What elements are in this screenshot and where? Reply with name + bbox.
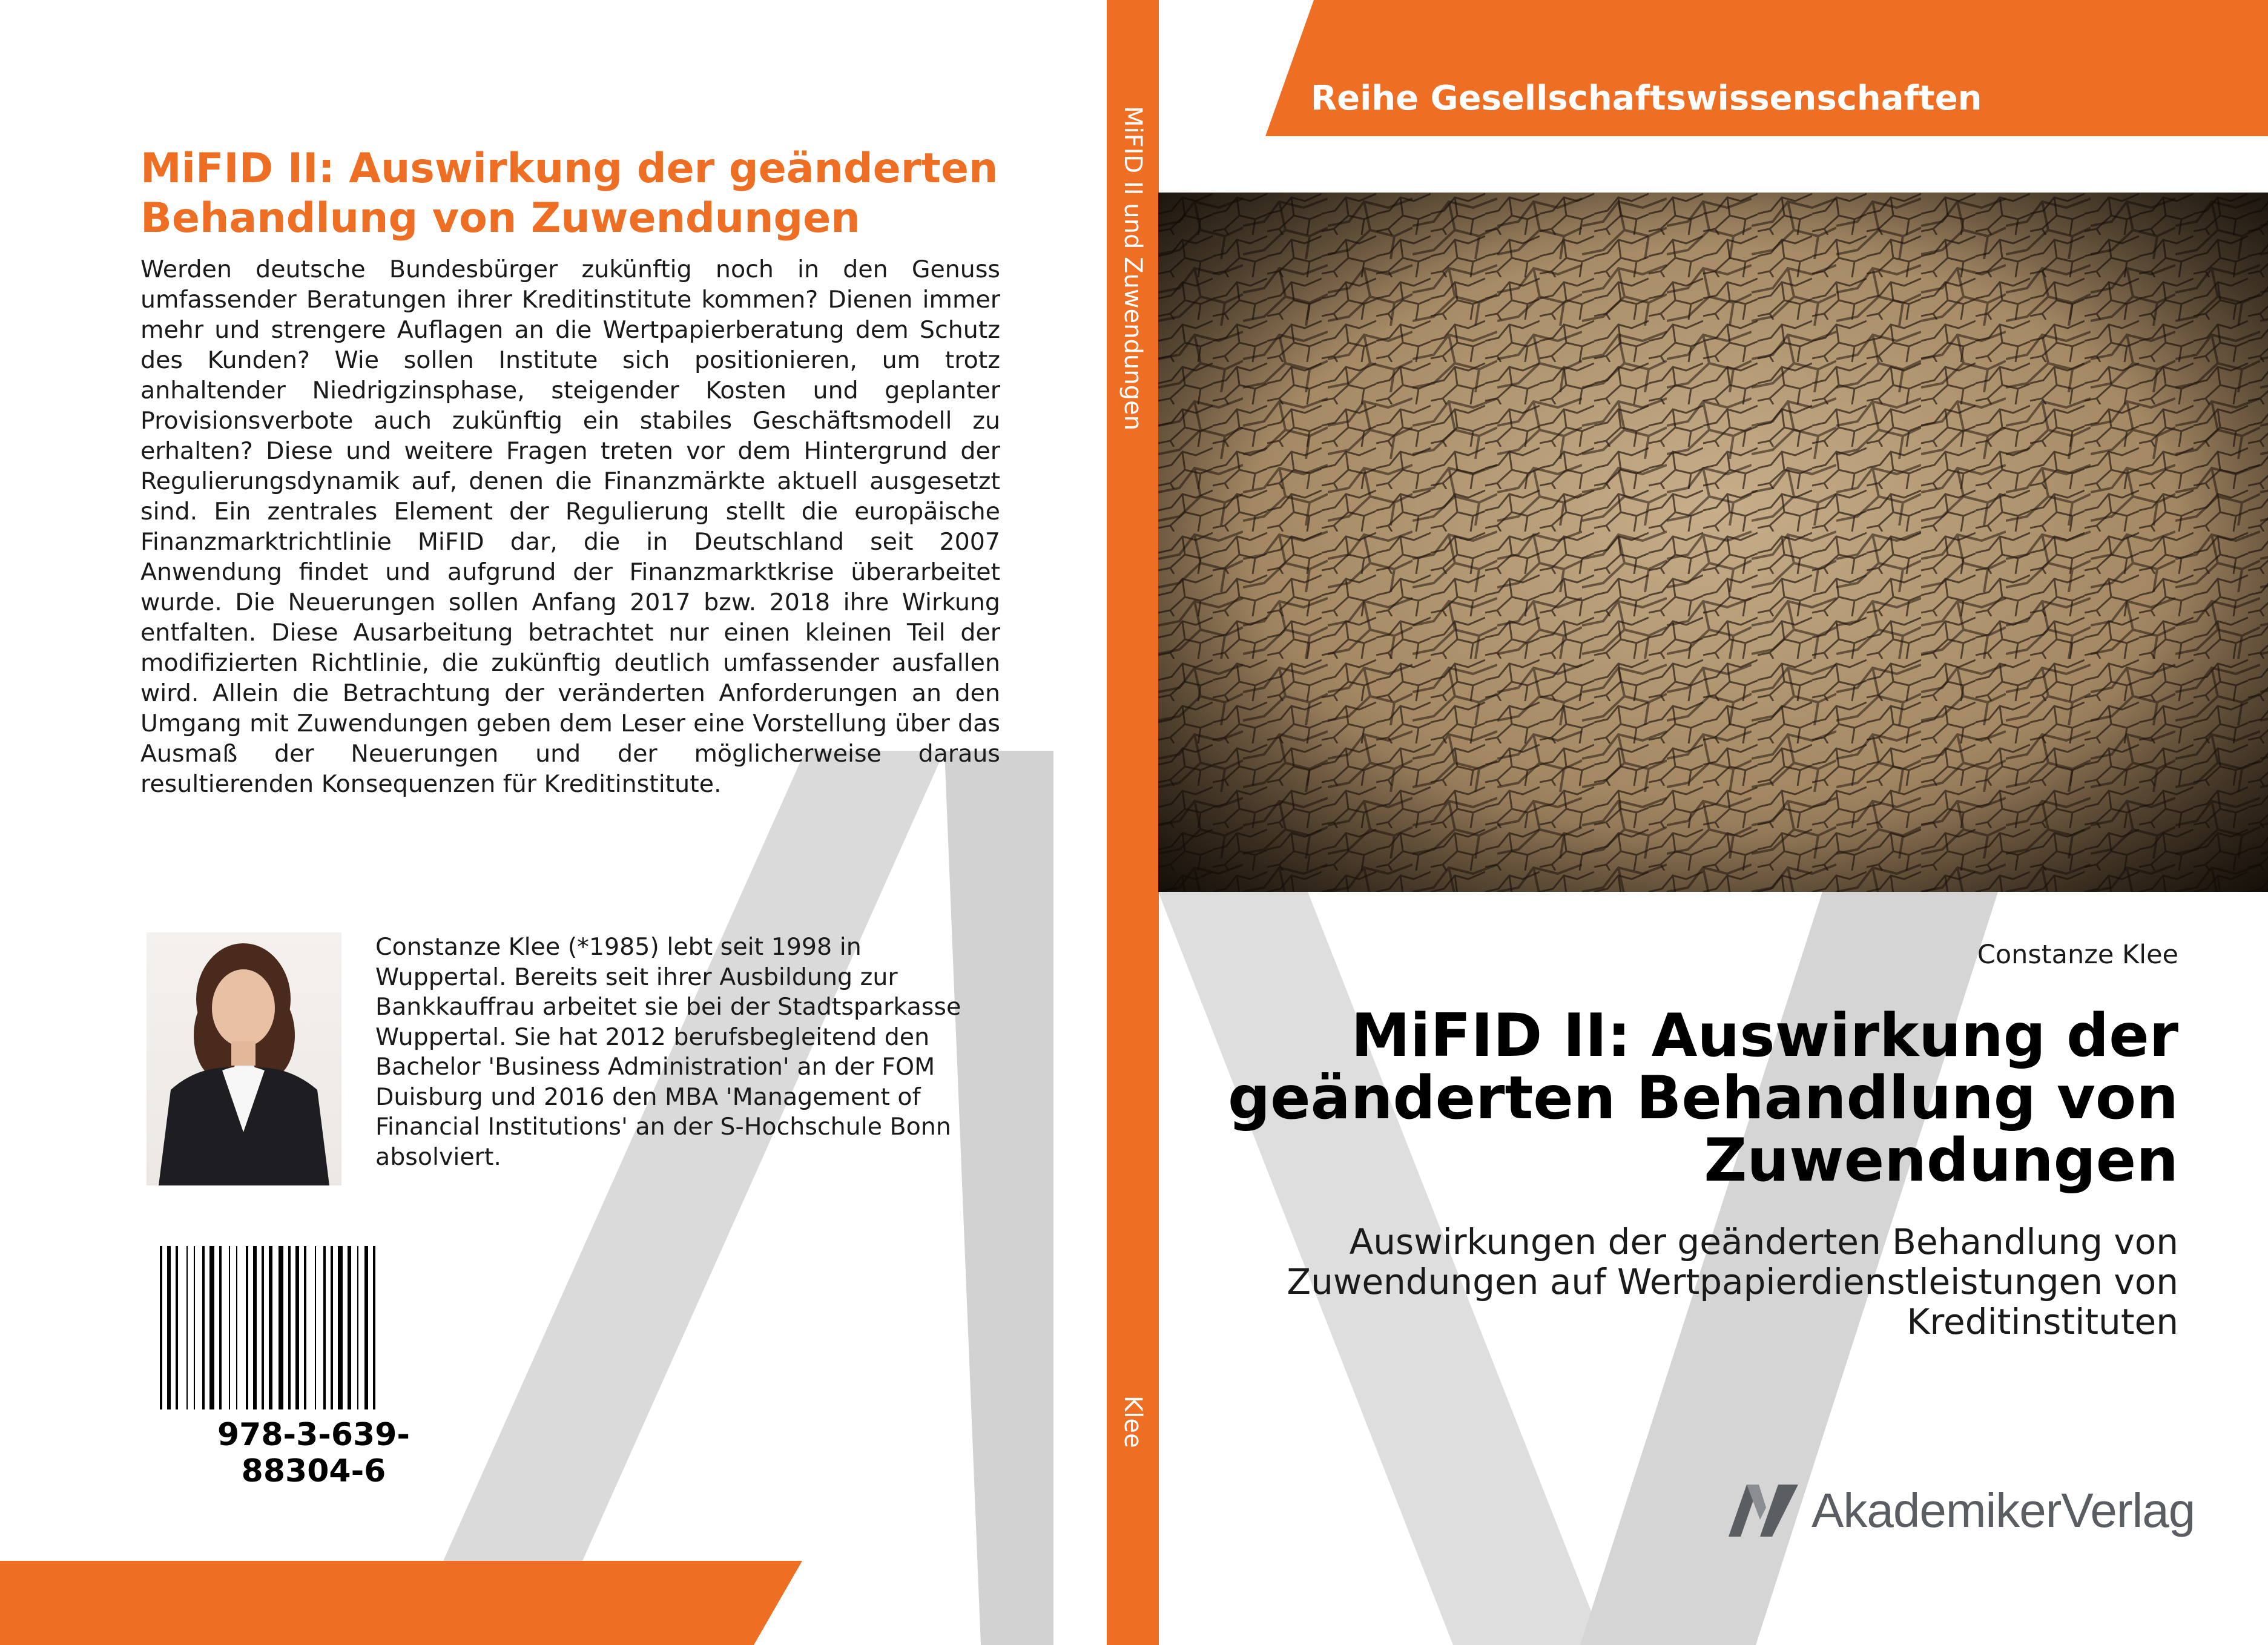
author-bio: Constanze Klee (*1985) lebt seit 1998 in Wuppertal. Bereits seit ihrer Ausbildung zur Bankkauffrau arbeitet sie bei der Stadtsparkasse Wuppertal. Sie hat 2012 berufsbegleitend den Bachelor 'Business Administration' an der FOM Duisburg und 2016 den MBA 'Management of Financial Institutions' an der S-Hochschule Bonn absolviert.: [375, 933, 961, 1171]
barcode-bar: [246, 1246, 248, 1409]
back-cover-accent-stripe: [0, 1561, 802, 1645]
barcode-bar: [288, 1246, 291, 1409]
barcode-bar: [160, 1246, 162, 1409]
barcode: [156, 1246, 471, 1419]
barcode-bar: [304, 1246, 306, 1409]
publisher-logo: [1729, 1477, 2195, 1544]
barcode-bar: [315, 1246, 316, 1409]
watermark-back-left-stroke: [406, 751, 944, 1645]
barcode-bar: [253, 1246, 257, 1409]
spine-author: Klee: [1119, 1396, 1147, 1448]
publisher-av-icon: [1729, 1483, 1798, 1538]
barcode-bar: [167, 1246, 171, 1409]
barcode-bar: [219, 1246, 222, 1409]
barcode-bar: [176, 1246, 178, 1409]
series-label: Reihe Gesellschaftswissenschaften: [1311, 79, 1982, 118]
cover-photo-cracked-earth: [1158, 193, 2268, 892]
author-photo: [147, 932, 341, 1185]
front-cover-author: Constanze Klee: [1977, 940, 2178, 970]
barcode-bar: [194, 1246, 195, 1409]
isbn-number: 978-3-639-88304-6: [217, 1417, 410, 1489]
publisher-name: AkademikerVerlag: [1811, 1483, 2195, 1537]
barcode-bar: [338, 1246, 343, 1409]
back-cover-title: MiFID II: Auswirkung der geänderten Behandlung von Zuwendungen: [140, 145, 998, 242]
barcode-bar: [202, 1246, 205, 1409]
barcode-bar: [236, 1246, 237, 1409]
barcode-bar: [186, 1246, 188, 1409]
barcode-bar: [262, 1246, 264, 1409]
barcode-bar: [364, 1246, 368, 1409]
front-cover-title: MiFID II: Auswirkung der geänderten Behandlung von Zuwendungen: [1227, 1001, 2178, 1195]
back-cover-blurb: Werden deutsche Bundesbürger zukünftig noch in den Genuss umfassender Beratungen ihrer Kreditinstitute kommen? Dienen immer mehr und strengere Auflagen an die Wertpapierberatung dem Schutz des Kunden? Wie sollen Institute sich positionieren, um trotz anhaltender Niedrigzinsphase, steigender Kosten und geplanter Provisionsverbote auch zukünftig ein stabiles Geschäftsmodell zu erhalten? Diese und weitere Fragen treten vor dem Hintergrund der Regulierungsdynamik auf, denen die Finanzmärkte aktuell ausgesetzt sind. Ein zentrales Element der Regulierung stellt die europäische Finanzmarktrichtlinie MiFID dar, die in Deutschland seit 2007 Anwendung findet und aufgrund der Finanzmarktkrise überarbeitet wurde. Die Neuerungen sollen Anfang 2017 bzw. 2018 ihre Wirkung entfalten. Diese Ausarbeitung betrachtet nur einen kleinen Teil der modifizierten Richtlinie, die zukünftig deutlich umfassender ausfallen wird. Allein die Betrachtung der veränderten Anforderungen an den Umgang mit Zuwendungen geben dem Leser eine Vorstellung über das Ausmaß der Neuerungen und der möglicherweise daraus resultierenden Konsequenzen für Kreditinstitute.: [140, 255, 1000, 798]
front-cover-subtitle: Auswirkungen der geänderten Behandlung von Zuwendungen auf Wertpapierdienstleistungen von Kreditinstituten: [1287, 1221, 2178, 1342]
barcode-bar: [209, 1246, 214, 1409]
barcode-bar: [279, 1246, 283, 1409]
watermark-back-right-stroke: [944, 751, 1053, 1645]
barcode-bar: [331, 1246, 333, 1409]
barcode-bar: [229, 1246, 230, 1409]
barcode-bar: [348, 1246, 351, 1409]
spine-title: MiFID II und Zuwendungen: [1119, 106, 1147, 430]
barcode-bar: [373, 1246, 375, 1409]
barcode-bar: [269, 1246, 272, 1409]
barcode-bar: [357, 1246, 358, 1409]
barcode-bar: [323, 1246, 326, 1409]
barcode-bar: [295, 1246, 299, 1409]
